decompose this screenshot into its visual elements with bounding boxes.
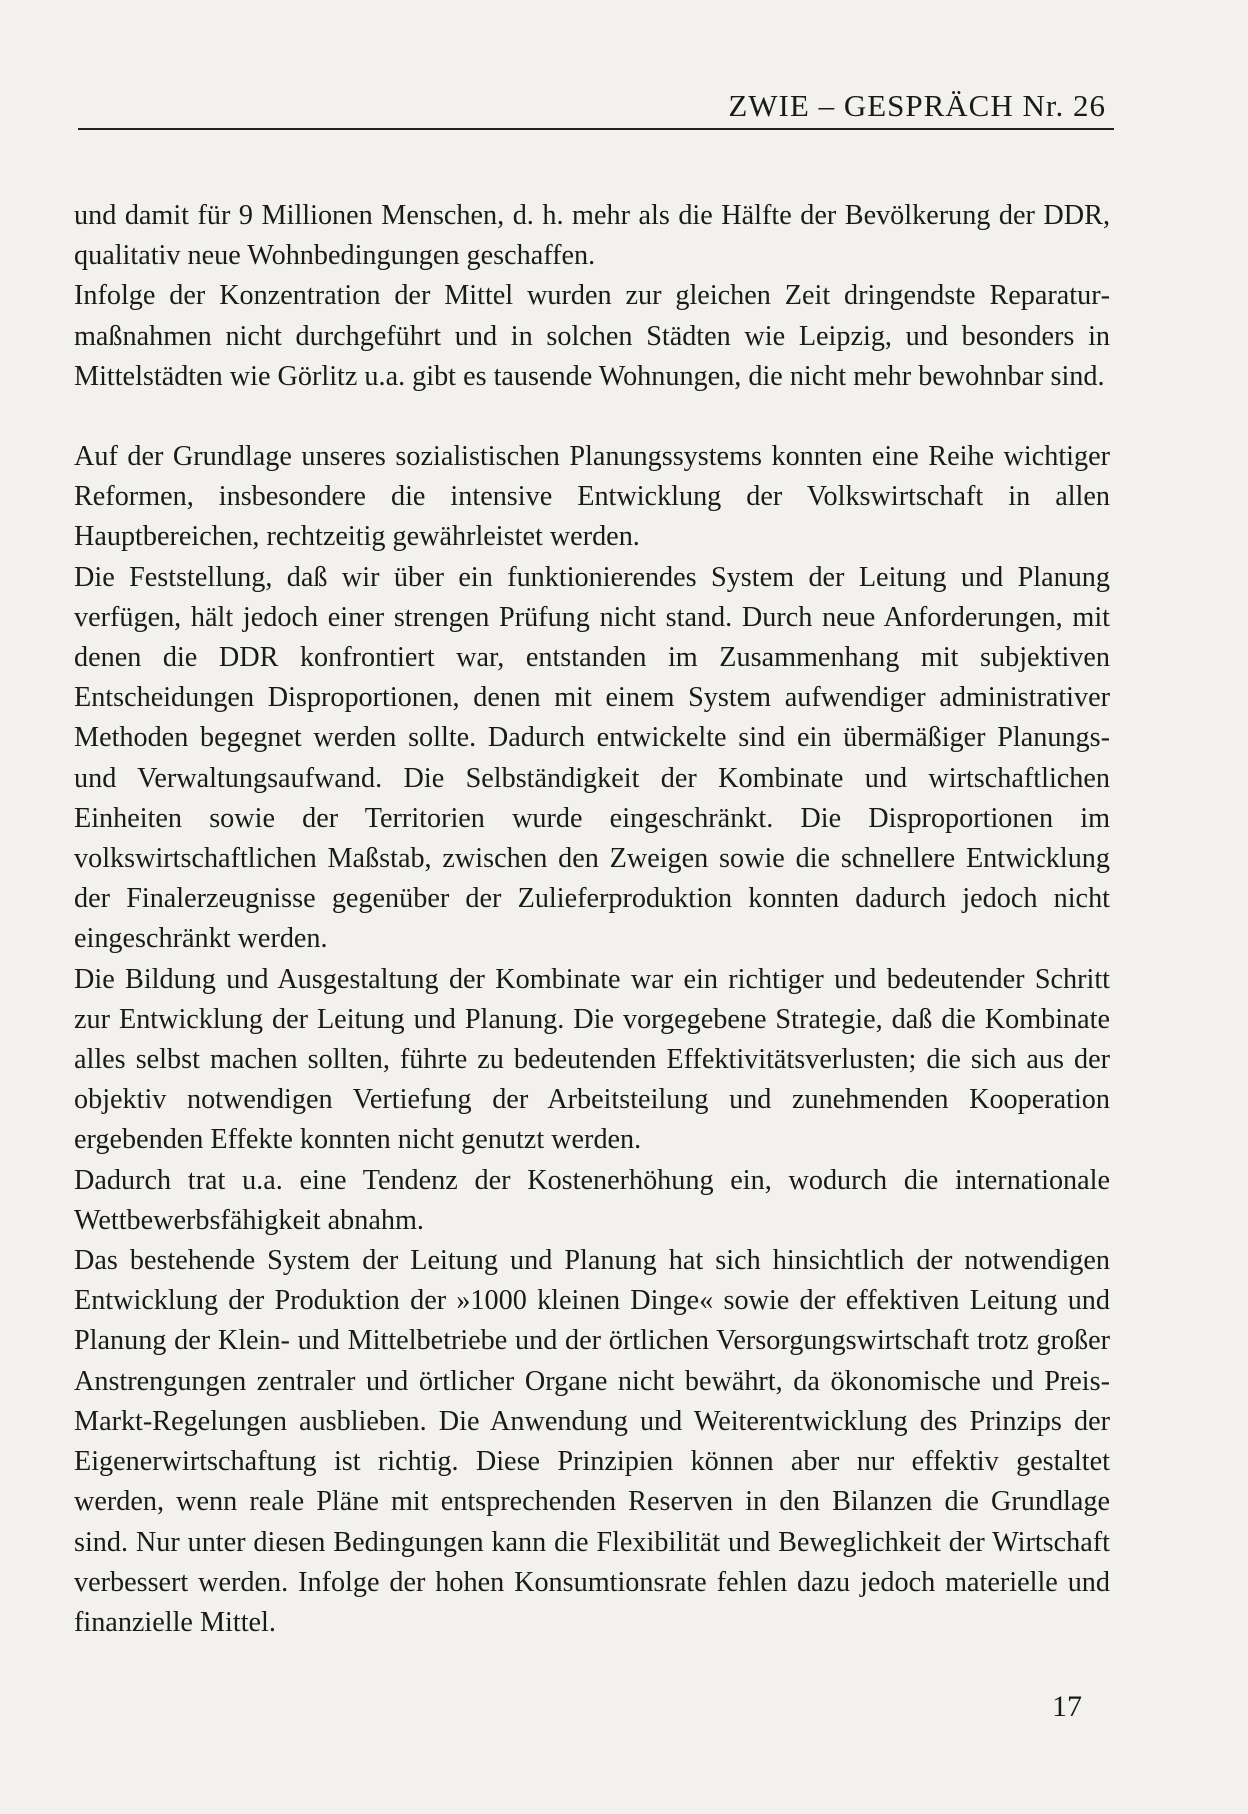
paragraph-1: und damit für 9 Millionen Menschen, d. h. mehr als die Hälfte der Bevölkerung der DDR, qualitativ neue Wohnbedingungen geschaffen. (74, 200, 1110, 272)
paragraph-6: Dadurch trat u.a. eine Tendenz der Kostenerhöhung ein, wodurch die internationale Wettbewerbsfähigkeit abnahm. (74, 1164, 1110, 1236)
paragraph-4: Die Feststellung, daß wir über ein funktionierendes System der Leitung und Planung verfügen, hält jedoch einer strengen Prüfung nicht stand. Durch neue Anforderungen, mit denen die DDR konfrontiert war, entstanden im Zusammenhang mit subjektiven Entscheidungen Disproportionen, denen mit einem System aufwendiger administrativer Methoden begegnet werden sollte. Dadurch entwickelte sind ein übermäßiger Planungs- und Verwaltungsaufwand. Die Selbständigkeit der Kombinate und wirtschaftlichen Einheiten sowie der Territorien wurde eingeschränkt. Die Disproportionen im volkswirtschaftlichen Maßstab, zwischen den Zweigen sowie die schnellere Entwicklung der Finalerzeugnisse gegenüber der Zulieferproduktion konnten dadurch jedoch nicht eingeschränkt werden. (74, 561, 1110, 955)
paragraph-3: Auf der Grundlage unseres sozialistischen Planungssystems konnten eine Reihe wichtiger Reformen, insbesondere die intensive Entwicklung der Volkswirtschaft in allen Hauptbereichen, rechtzeitig gewährleistet werden. (74, 441, 1110, 553)
paragraph-2: Infolge der Konzentration der Mittel wurden zur gleichen Zeit dringendste Reparaturmaßnahmen nicht durchgeführt und in solchen Städten wie Leipzig, und besonders in Mittelstädten wie Görlitz u.a. gibt es tausende Wohnungen, die nicht mehr bewohnbar sind. (74, 280, 1110, 392)
paragraph-7: Das bestehende System der Leitung und Planung hat sich hinsichtlich der notwendigen Entwicklung der Produktion der »1000 kleinen Dinge« sowie der effektiven Leitung und Planung der Klein- und Mittelbetriebe und der örtlichen Versorgungswirtschaft trotz großer Anstrengungen zentraler und örtlicher Organe nicht bewährt, da ökonomische und Preis-Markt-Regelungen ausblieben. Die Anwendung und Weiterentwicklung des Prinzips der Eigenerwirtschaftung ist richtig. Diese Prinzipien können aber nur effektiv gestaltet werden, wenn reale Pläne mit entsprechenden Reserven in den Bilanzen die Grundlage sind. Nur unter diesen Bedingungen kann die Flexibilität und Beweglichkeit der Wirtschaft verbessert werden. Infolge der hohen Konsumtionsrate fehlen dazu jedoch materielle und finanzielle Mittel. (74, 1245, 1110, 1638)
body-text (74, 196, 1110, 1643)
running-header-title: ZWIE – GESPRÄCH Nr. 26 (728, 88, 1106, 123)
page-number: 17 (1052, 1690, 1082, 1723)
paragraph-5: Die Bildung und Ausgestaltung der Kombinate war ein richtiger und bedeutender Schritt zur Entwicklung der Leitung und Planung. Die vorgegebene Strategie, daß die Kombinate alles selbst machen sollten, führte zu bedeutenden Effektivitätsverlusten; die sich aus der objektiv notwendigen Vertiefung der Arbeitsteilung und zunehmenden Kooperation ergebenden Effekte konnten nicht genutzt werden. (74, 963, 1110, 1156)
page-header (78, 88, 1114, 130)
